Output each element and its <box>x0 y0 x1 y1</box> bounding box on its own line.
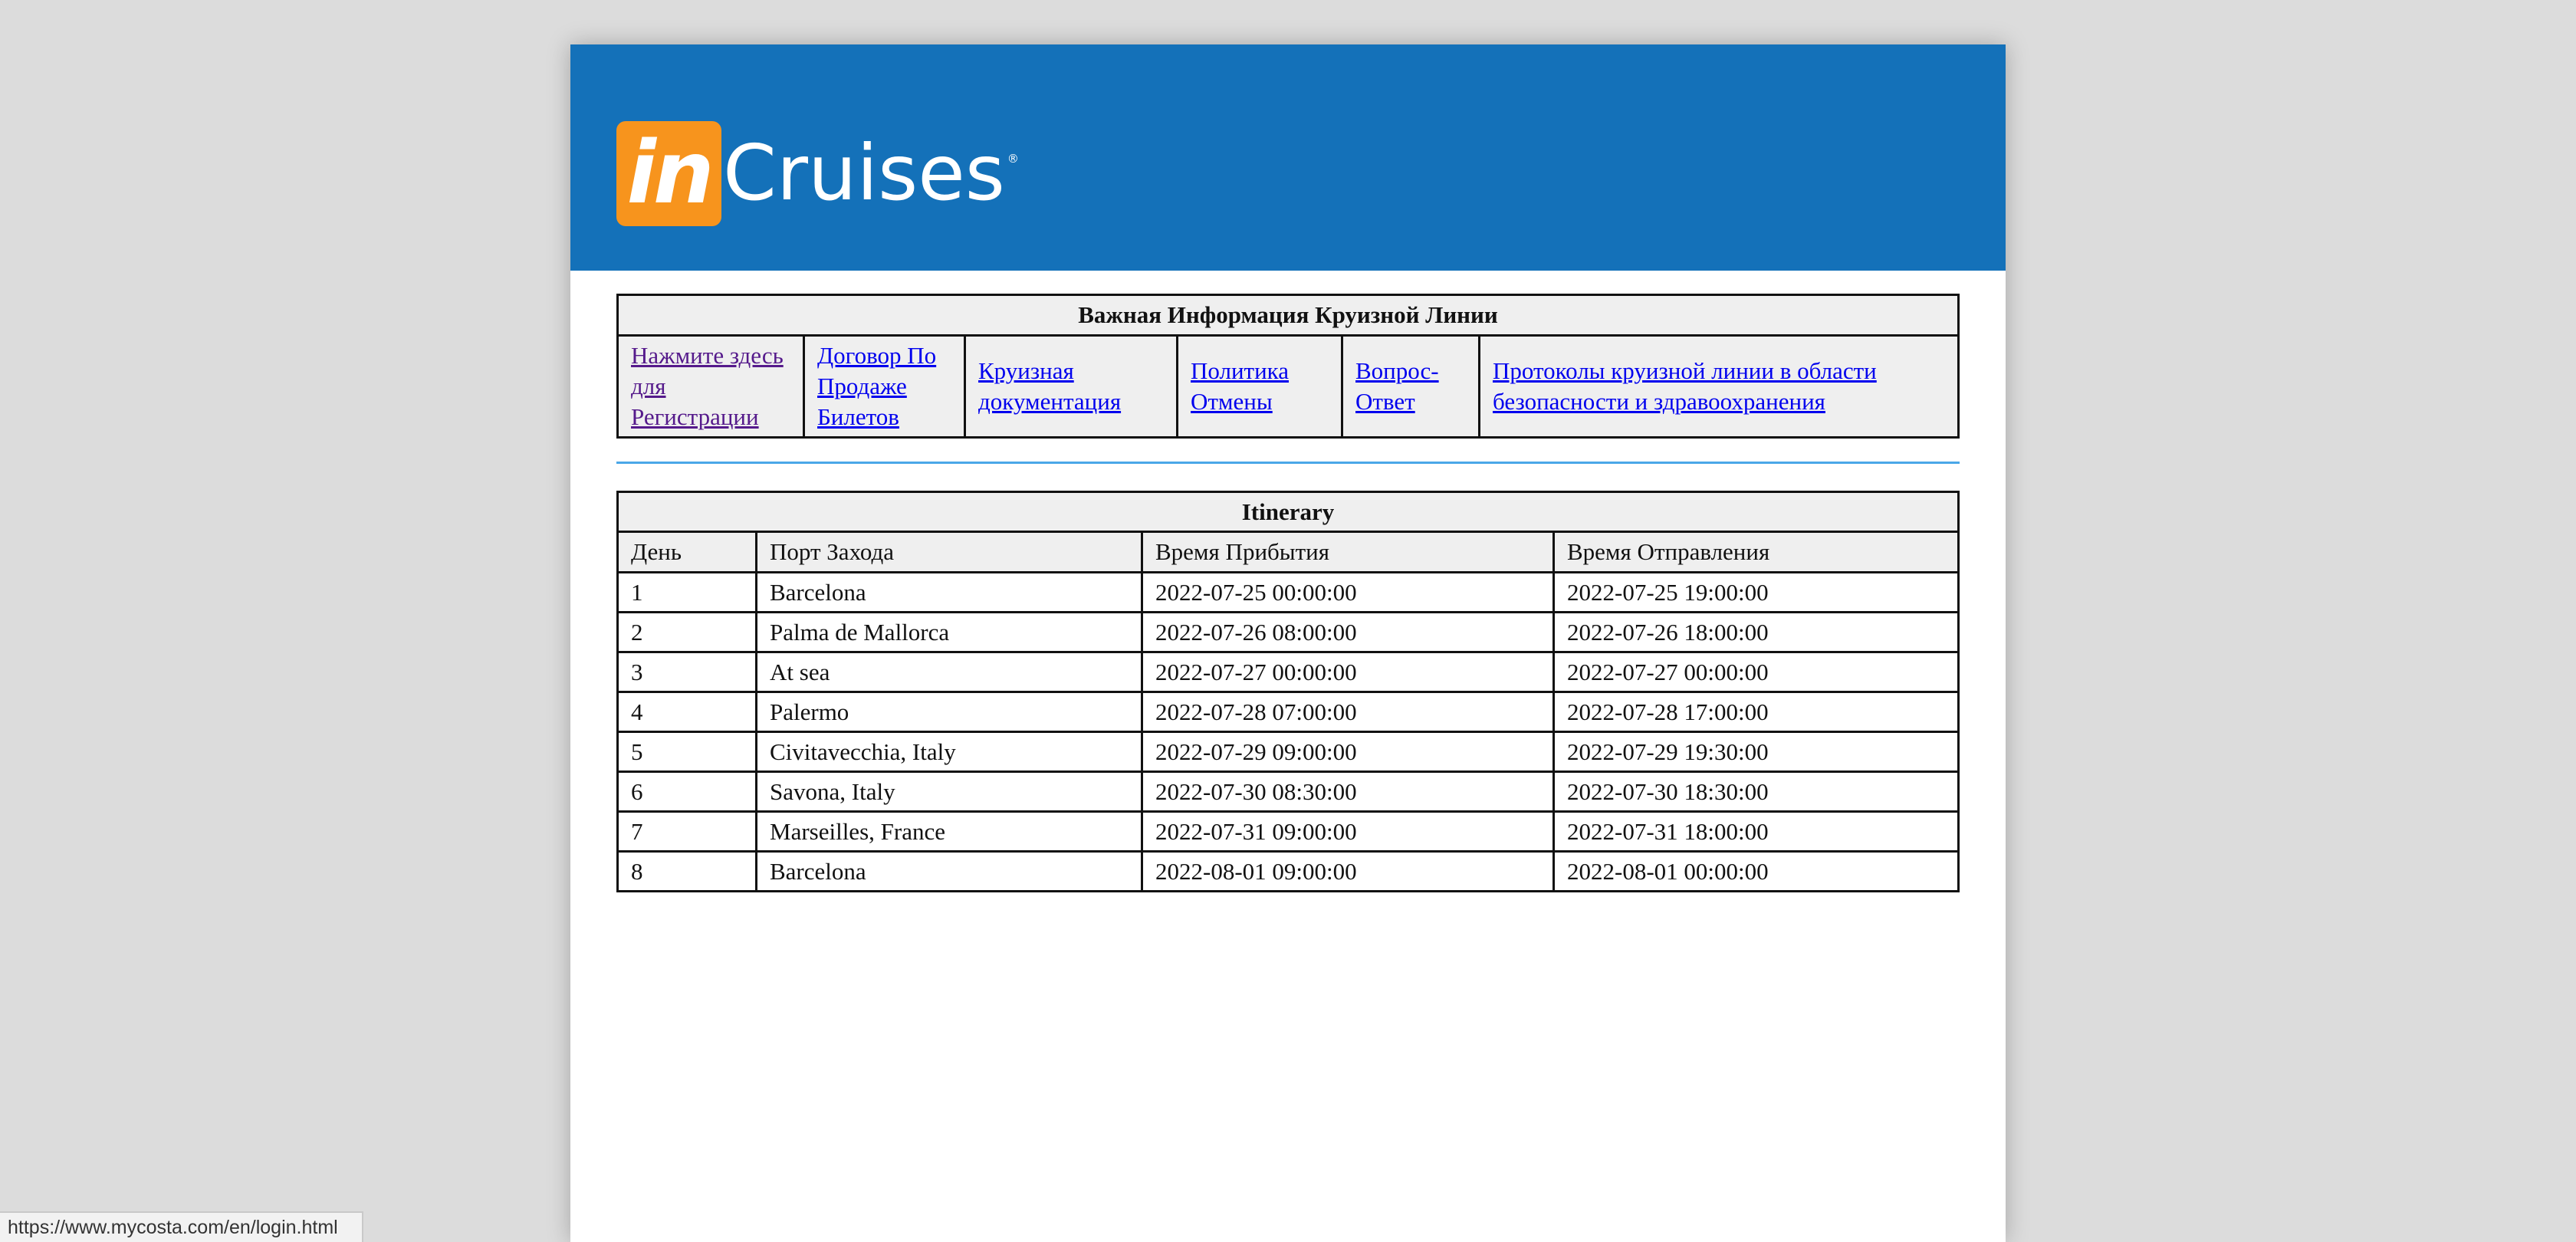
port-cell: Palma de Mallorca <box>757 613 1142 652</box>
cruise-info-title-row <box>618 295 1959 336</box>
arrival-cell: 2022-07-27 00:00:00 <box>1142 652 1554 692</box>
arrival-cell: 2022-07-26 08:00:00 <box>1142 613 1554 652</box>
logo-mark: in <box>616 121 721 226</box>
table-row <box>618 613 1959 652</box>
ticket-contract-link[interactable]: Договор По Продаже Билетов <box>817 342 937 430</box>
day-cell: 4 <box>618 692 757 732</box>
port-cell: Savona, Italy <box>757 772 1142 812</box>
arrival-cell: 2022-07-28 07:00:00 <box>1142 692 1554 732</box>
departure-cell: 2022-07-31 18:00:00 <box>1554 812 1959 852</box>
registered-mark: ® <box>1007 152 1019 166</box>
day-cell: 7 <box>618 812 757 852</box>
port-cell: Barcelona <box>757 852 1142 892</box>
day-cell: 5 <box>618 732 757 772</box>
itinerary-title: Itinerary <box>618 492 1959 532</box>
departure-cell: 2022-07-27 00:00:00 <box>1554 652 1959 692</box>
itinerary-header-row <box>618 532 1959 573</box>
page <box>570 44 2006 1242</box>
arrival-cell: 2022-07-29 09:00:00 <box>1142 732 1554 772</box>
browser-status-url: https://www.mycosta.com/en/login.html <box>0 1211 363 1242</box>
cruise-documentation-link-cell <box>965 336 1178 438</box>
column-header-departure: Время Отправления <box>1554 532 1959 573</box>
registration-link-cell <box>618 336 804 438</box>
faq-link-cell <box>1342 336 1480 438</box>
cruise-info-title: Важная Информация Круизной Линии <box>618 295 1959 336</box>
registration-link[interactable]: Нажмите здесь для Регистрации <box>631 342 784 430</box>
day-cell: 8 <box>618 852 757 892</box>
faq-link[interactable]: Вопрос-Ответ <box>1355 357 1439 415</box>
port-cell: Palermo <box>757 692 1142 732</box>
port-cell: Marseilles, France <box>757 812 1142 852</box>
logo-text: Cruises <box>723 128 1005 218</box>
table-row <box>618 772 1959 812</box>
port-cell: Civitavecchia, Italy <box>757 732 1142 772</box>
ticket-contract-link-cell <box>804 336 965 438</box>
column-header-arrival: Время Прибытия <box>1142 532 1554 573</box>
departure-cell: 2022-08-01 00:00:00 <box>1554 852 1959 892</box>
departure-cell: 2022-07-29 19:30:00 <box>1554 732 1959 772</box>
table-row <box>618 852 1959 892</box>
departure-cell: 2022-07-26 18:00:00 <box>1554 613 1959 652</box>
port-cell: Barcelona <box>757 573 1142 613</box>
section-divider <box>616 462 1960 464</box>
day-cell: 6 <box>618 772 757 812</box>
cruise-info-links-row <box>618 336 1959 438</box>
departure-cell: 2022-07-30 18:30:00 <box>1554 772 1959 812</box>
port-cell: At sea <box>757 652 1142 692</box>
arrival-cell: 2022-07-31 09:00:00 <box>1142 812 1554 852</box>
arrival-cell: 2022-08-01 09:00:00 <box>1142 852 1554 892</box>
column-header-port: Порт Захода <box>757 532 1142 573</box>
cancellation-policy-link[interactable]: Политика Отмены <box>1191 357 1290 415</box>
cruise-documentation-link[interactable]: Круизная документация <box>978 357 1122 415</box>
health-safety-protocols-link-cell <box>1480 336 1959 438</box>
health-safety-protocols-link[interactable]: Протоколы круизной линии в области безопасности и здравоохранения <box>1493 357 1877 415</box>
incruises-logo[interactable] <box>616 120 1019 227</box>
cruise-info-table <box>616 294 1960 439</box>
day-cell: 3 <box>618 652 757 692</box>
itinerary-table <box>616 491 1960 892</box>
table-row <box>618 652 1959 692</box>
table-row <box>618 732 1959 772</box>
cancellation-policy-link-cell <box>1178 336 1342 438</box>
day-cell: 1 <box>618 573 757 613</box>
arrival-cell: 2022-07-30 08:30:00 <box>1142 772 1554 812</box>
table-row <box>618 573 1959 613</box>
column-header-day: День <box>618 532 757 573</box>
itinerary-title-row <box>618 492 1959 532</box>
header-banner <box>570 44 2006 271</box>
departure-cell: 2022-07-25 19:00:00 <box>1554 573 1959 613</box>
departure-cell: 2022-07-28 17:00:00 <box>1554 692 1959 732</box>
table-row <box>618 692 1959 732</box>
day-cell: 2 <box>618 613 757 652</box>
table-row <box>618 812 1959 852</box>
arrival-cell: 2022-07-25 00:00:00 <box>1142 573 1554 613</box>
